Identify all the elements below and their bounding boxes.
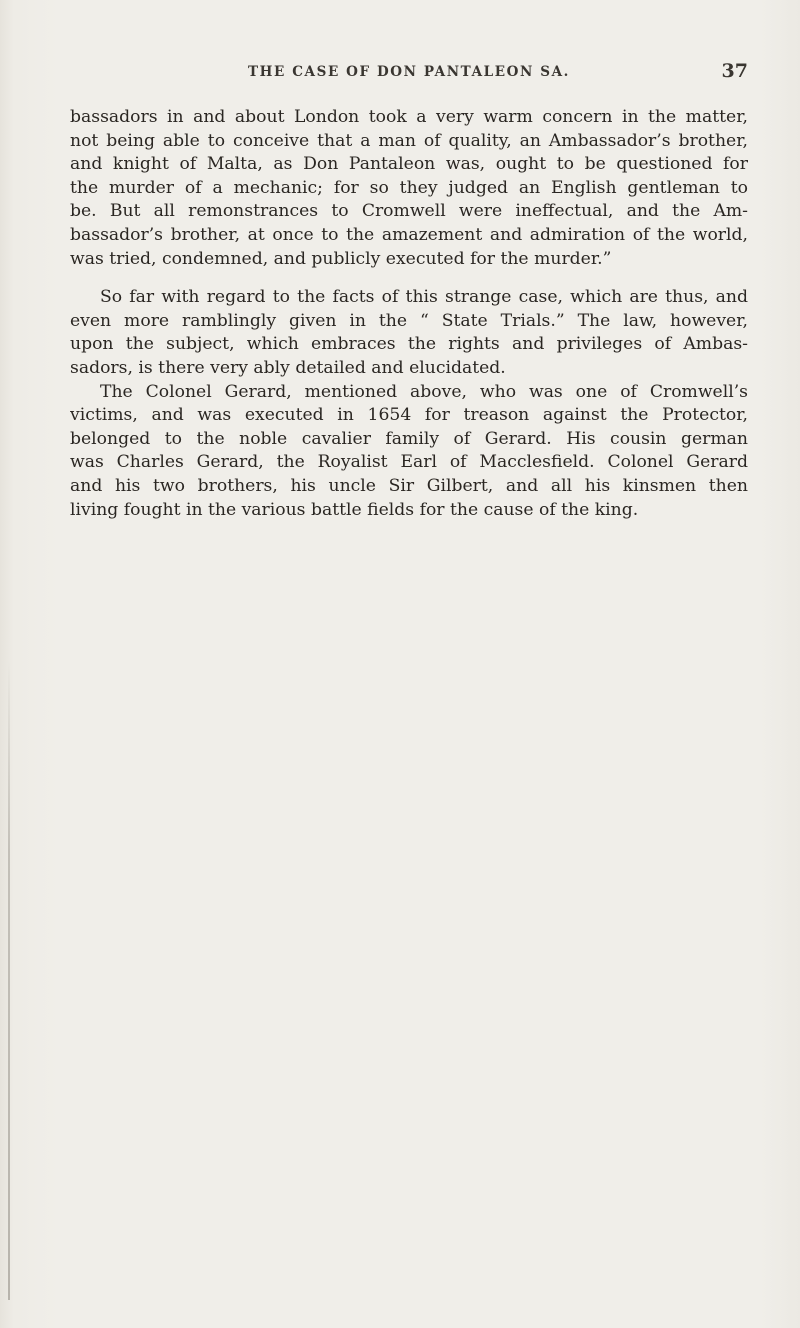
text-line: not being able to conceive that a man of quality, an Ambassador’s brother, [70, 130, 748, 151]
text-line: bassador’s brother, at once to the amazement and admiration of the world, [70, 224, 748, 245]
text-line: upon the subject, which embraces the rights and privileges of Ambas- [70, 334, 748, 355]
text-line: victims, and was executed in 1654 for treason against the Protector, [70, 405, 748, 426]
paragraph-gap [70, 271, 748, 286]
text-line: be. But all remonstrances to Cromwell were ineffectual, and the Am- [70, 201, 748, 222]
paragraph-1 [70, 106, 748, 271]
body-text [70, 106, 748, 522]
text-line: The Colonel Gerard, mentioned above, who was one of Cromwell’s [100, 381, 748, 402]
paragraph-2 [70, 286, 748, 380]
text-line: sadors, is there very ably detailed and elucidated. [70, 357, 506, 378]
binding-shadow [8, 660, 10, 1300]
text-line: bassadors in and about London took a very warm concern in the matter, [70, 107, 748, 127]
text-line: and his two brothers, his uncle Sir Gilbert, and all his kinsmen then [70, 475, 748, 496]
text-line: even more ramblingly given in the “ State Trials.” The law, however, [70, 310, 748, 331]
text-line: living fought in the various battle fields for the cause of the king. [70, 499, 639, 520]
text-line: the murder of a mechanic; for so they judged an English gentleman to [70, 177, 748, 198]
text-line: was tried, condemned, and publicly executed for the murder.” [70, 248, 612, 269]
text-line: and knight of Malta, as Don Pantaleon was, ought to be questioned for [70, 154, 748, 175]
text-line: So far with regard to the facts of this strange case, which are thus, and [100, 287, 748, 308]
running-head [70, 60, 748, 86]
paragraph-3 [70, 381, 748, 523]
text-line: was Charles Gerard, the Royalist Earl of Macclesfield. Colonel Gerard [70, 452, 748, 473]
page-number: 37 [721, 60, 748, 82]
running-title: THE CASE OF DON PANTALEON SA. [248, 64, 570, 80]
text-line: belonged to the noble cavalier family of Gerard. His cousin german [70, 428, 748, 449]
